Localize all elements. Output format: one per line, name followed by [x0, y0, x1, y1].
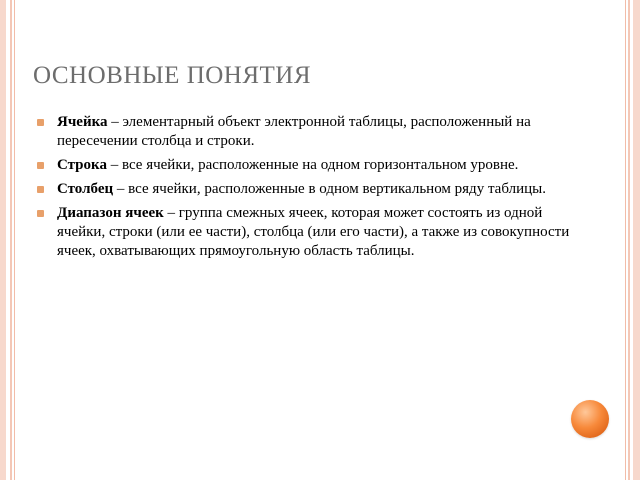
left-border-line [10, 0, 12, 480]
list-item [37, 113, 577, 151]
term-label: Ячейка [57, 114, 108, 130]
square-bullet-icon [37, 186, 44, 193]
term-definition: – элементарный объект электронной таблицы, расположенный на пересечении столбца и строки. [57, 114, 531, 149]
square-bullet-icon [37, 162, 44, 169]
list-item [37, 180, 577, 199]
left-border-stripe [0, 0, 6, 480]
list-item [37, 156, 577, 175]
right-border-line-thin [625, 0, 626, 480]
definitions-list [37, 113, 577, 266]
term-definition: – группа смежных ячеек, которая может состоять из одной ячейки, строки (или ее части), столбца (или его части), а также из совокупности ячеек, охватывающих прямоугольную область таблицы. [57, 205, 570, 259]
left-border-line-thin [14, 0, 15, 480]
right-border-line [628, 0, 630, 480]
square-bullet-icon [37, 119, 44, 126]
term-label: Строка [57, 157, 107, 173]
term-label: Диапазон ячеек [57, 205, 164, 221]
slide-title: ОСНОВНЫЕ ПОНЯТИЯ [33, 62, 312, 89]
term-definition: – все ячейки, расположенные в одном вертикальном ряду таблицы. [113, 181, 546, 197]
square-bullet-icon [37, 210, 44, 217]
term-label: Столбец [57, 181, 114, 197]
orange-orb-icon [571, 400, 609, 438]
right-border-stripe [633, 0, 640, 480]
list-item [37, 204, 577, 261]
term-definition: – все ячейки, расположенные на одном горизонтальном уровне. [106, 157, 519, 173]
